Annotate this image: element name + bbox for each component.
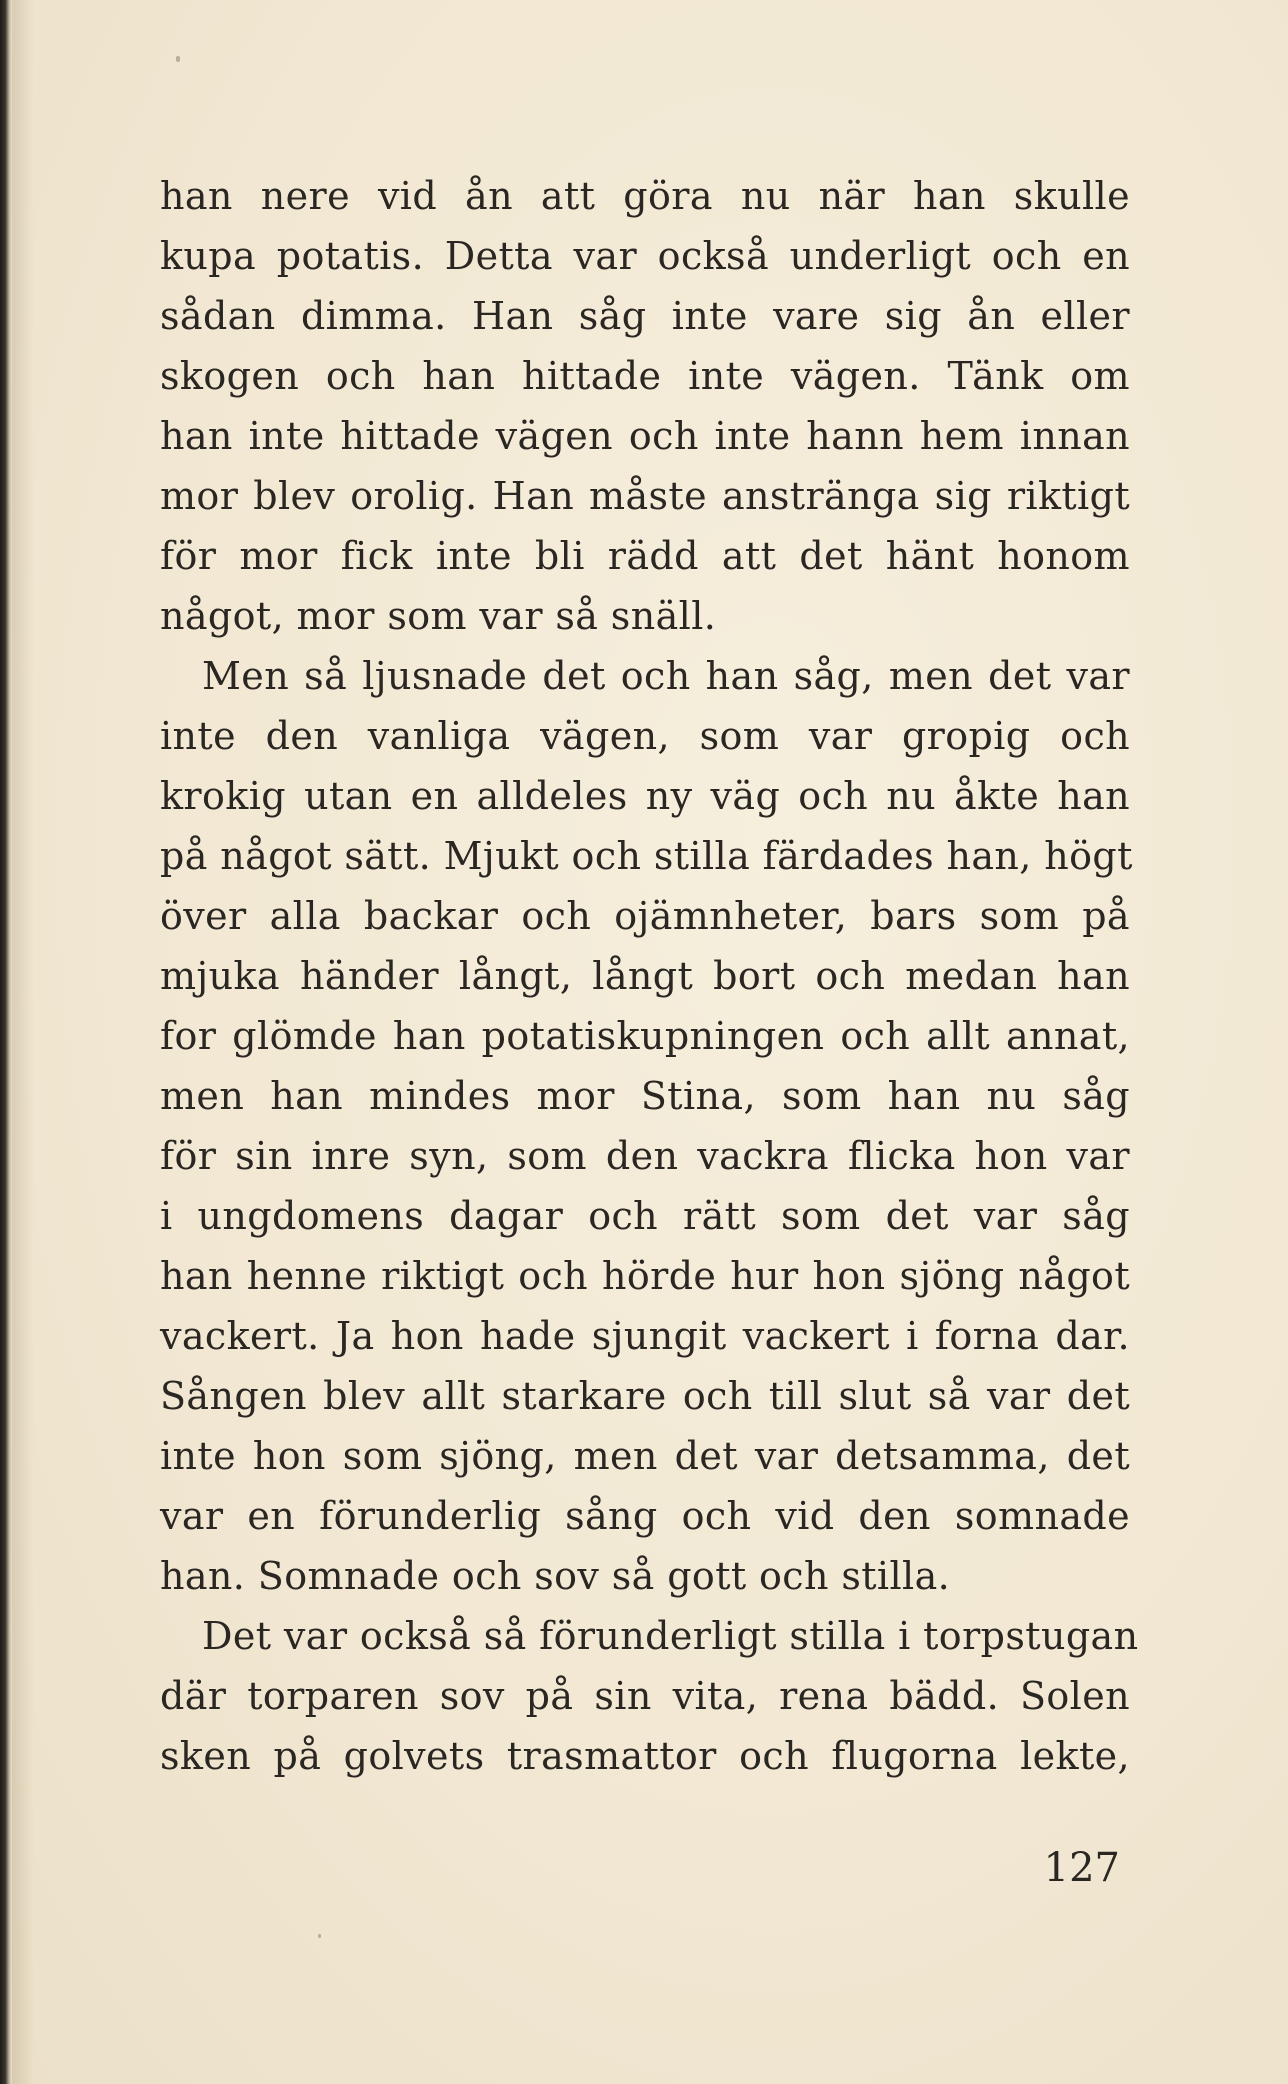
binding-edge bbox=[0, 0, 12, 2084]
text-line: han inte hittade vägen och inte hann hem innan bbox=[160, 414, 1130, 458]
text-line: inte hon som sjöng, men det var detsamma, det bbox=[160, 1434, 1130, 1478]
body-text bbox=[160, 166, 1139, 1786]
text-line: i ungdomens dagar och rätt som det var såg bbox=[160, 1194, 1130, 1238]
text-line: mor blev orolig. Han måste anstränga sig riktigt bbox=[160, 474, 1130, 518]
text-line: där torparen sov på sin vita, rena bädd. Solen bbox=[160, 1674, 1130, 1718]
text-line: var en förunderlig sång och vid den somnade bbox=[160, 1494, 1130, 1538]
text-line: Men så ljusnade det och han såg, men det var bbox=[202, 654, 1130, 698]
text-line: vackert. Ja hon hade sjungit vackert i forna dar. bbox=[160, 1314, 1130, 1358]
text-line: han nere vid ån att göra nu när han skulle bbox=[160, 174, 1130, 218]
page-number: 127 bbox=[1043, 1845, 1120, 1891]
text-line: mjuka händer långt, långt bort och medan han bbox=[160, 954, 1130, 998]
text-line: Sången blev allt starkare och till slut så var det bbox=[160, 1374, 1130, 1418]
text-line: sken på golvets trasmattor och flugorna lekte, bbox=[160, 1734, 1130, 1778]
text-line: men han mindes mor Stina, som han nu såg bbox=[160, 1074, 1130, 1118]
text-line: han. Somnade och sov så gott och stilla. bbox=[160, 1554, 951, 1598]
binding-shadow bbox=[12, 0, 34, 2084]
paper-speck bbox=[318, 1934, 321, 1938]
text-line: krokig utan en alldeles ny väg och nu åkte han bbox=[160, 774, 1130, 818]
text-line: Det var också så förunderligt stilla i torpstugan bbox=[202, 1614, 1139, 1658]
text-line: kupa potatis. Detta var också underligt och en bbox=[160, 234, 1130, 278]
text-line: för mor fick inte bli rädd att det hänt honom bbox=[160, 534, 1130, 578]
text-line: för sin inre syn, som den vackra flicka hon var bbox=[160, 1134, 1130, 1178]
text-line: inte den vanliga vägen, som var gropig och bbox=[160, 714, 1130, 758]
text-line: for glömde han potatiskupningen och allt annat, bbox=[160, 1014, 1130, 1058]
text-line: han henne riktigt och hörde hur hon sjöng något bbox=[160, 1254, 1130, 1298]
text-line: skogen och han hittade inte vägen. Tänk om bbox=[160, 354, 1130, 398]
text-line: sådan dimma. Han såg inte vare sig ån eller bbox=[160, 294, 1130, 338]
text-line: något, mor som var så snäll. bbox=[160, 594, 717, 638]
paper-speck bbox=[176, 56, 180, 62]
text-line: på något sätt. Mjukt och stilla färdades han, högt bbox=[160, 834, 1133, 878]
text-line: över alla backar och ojämnheter, bars som på bbox=[160, 894, 1130, 938]
